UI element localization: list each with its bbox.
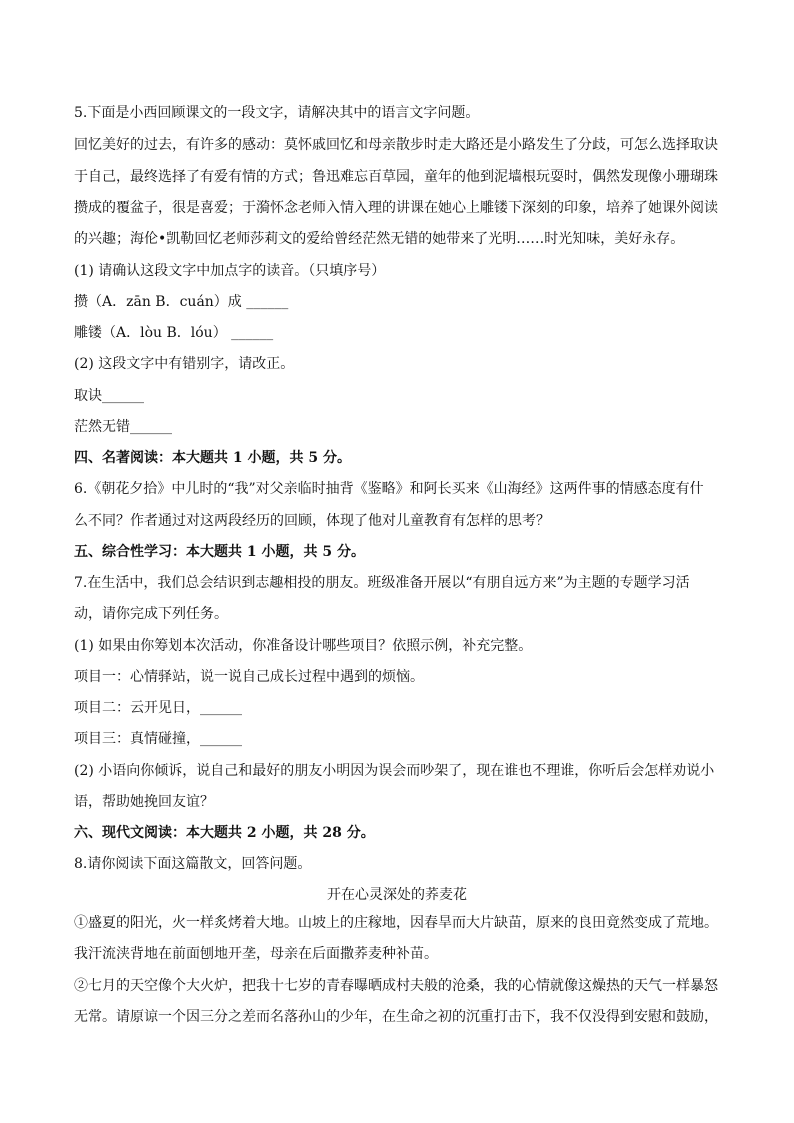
question-7-subquestion-1: (1) 如果由你筹划本次活动，你准备设计哪些项目？依照示例，补充完整。 bbox=[74, 638, 533, 654]
question-5-item-3: 取诀______ bbox=[74, 388, 144, 404]
question-5-passage-line: 攒成的覆盆子，很是喜爱；于漪怀念老师入情入理的讲课在她心上雕镂下深刻的印象，培养了她课外阅读 bbox=[74, 200, 718, 216]
section-5-heading: 五、综合性学习：本大题共 1 小题，共 5 分。 bbox=[74, 544, 365, 560]
question-7-stem-line: 动，请你完成下列任务。 bbox=[74, 606, 228, 622]
question-7-project-3: 项目三：真情碰撞，______ bbox=[74, 731, 242, 747]
essay-paragraph-line: ②七月的天空像个大火炉，把我十七岁的青春曝晒成村夫般的沧桑，我的心情就像这燥热的天气一样暴怒 bbox=[74, 978, 718, 994]
section-6-heading: 六、现代文阅读：本大题共 2 小题，共 28 分。 bbox=[74, 825, 375, 841]
question-7-project-2: 项目二：云开见日，______ bbox=[74, 700, 242, 716]
question-7-project-1: 项目一：心情驿站，说一说自己成长过程中遇到的烦恼。 bbox=[74, 669, 424, 685]
question-5-item-1: 攒（A．zān B．cuán）成 ______ bbox=[74, 294, 289, 310]
question-5-subquestion-2: (2) 这段文字中有错别字，请改正。 bbox=[74, 356, 295, 372]
question-5-subquestion-1: (1) 请确认这段文字中加点字的读音。（只填序号） bbox=[74, 263, 386, 279]
essay-paragraph-line: ①盛夏的阳光，火一样炙烤着大地。山坡上的庄稼地，因春旱而大片缺苗，原来的良田竟然变成了荒地。 bbox=[74, 915, 718, 931]
question-6-line: 6.《朝花夕拾》中儿时的“我”对父亲临时抽背《鉴略》和阿长买来《山海经》这两件事的情感态度有什 bbox=[74, 481, 704, 497]
question-6-line: 么不同？作者通过对这两段经历的回顾，体现了他对儿童教育有怎样的思考？ bbox=[74, 513, 550, 529]
question-5-item-4: 茫然无错______ bbox=[74, 419, 172, 435]
question-7-subquestion-2-line: (2) 小语向你倾诉，说自己和最好的朋友小明因为误会而吵架了，现在谁也不理谁，你听后会怎样劝说小 bbox=[74, 763, 715, 779]
essay-title: 开在心灵深处的荞麦花 bbox=[327, 887, 467, 903]
question-5-item-2: 雕镂（A．lòu B．lóu） ______ bbox=[74, 325, 274, 341]
question-7-subquestion-2-line: 语，帮助她挽回友谊？ bbox=[74, 794, 214, 810]
essay-paragraph-line: 我汗流浃背地在前面刨地开垄，母亲在后面撒荞麦种补苗。 bbox=[74, 946, 438, 962]
question-8-stem: 8.请你阅读下面这篇散文，回答问题。 bbox=[74, 856, 312, 872]
section-4-heading: 四、名著阅读：本大题共 1 小题，共 5 分。 bbox=[74, 450, 351, 466]
essay-paragraph-line: 无常。请原谅一个因三分之差而名落孙山的少年，在生命之初的沉重打击下，我不仅没得到安慰和鼓励， bbox=[74, 1009, 718, 1025]
question-5-passage-line: 的兴趣；海伦•凯勒回忆老师莎莉文的爱给曾经茫然无错的她带来了光明……时光知味，美好永存。 bbox=[74, 231, 685, 247]
question-5-passage-line: 于自己，最终选择了有爱有情的方式；鲁迅难忘百草园，童年的他到泥墙根玩耍时，偶然发现像小珊瑚珠 bbox=[74, 169, 718, 185]
question-5-stem: 5.下面是小西回顾课文的一段文字，请解决其中的语言文字问题。 bbox=[74, 105, 480, 121]
question-7-stem-line: 7.在生活中，我们总会结识到志趣相投的朋友。班级准备开展以“有朋自远方来”为主题的专题学习活 bbox=[74, 575, 690, 591]
question-5-passage-line: 回忆美好的过去，有许多的感动：莫怀戚回忆和母亲散步时走大路还是小路发生了分歧，可怎么选择取诀 bbox=[74, 137, 718, 153]
